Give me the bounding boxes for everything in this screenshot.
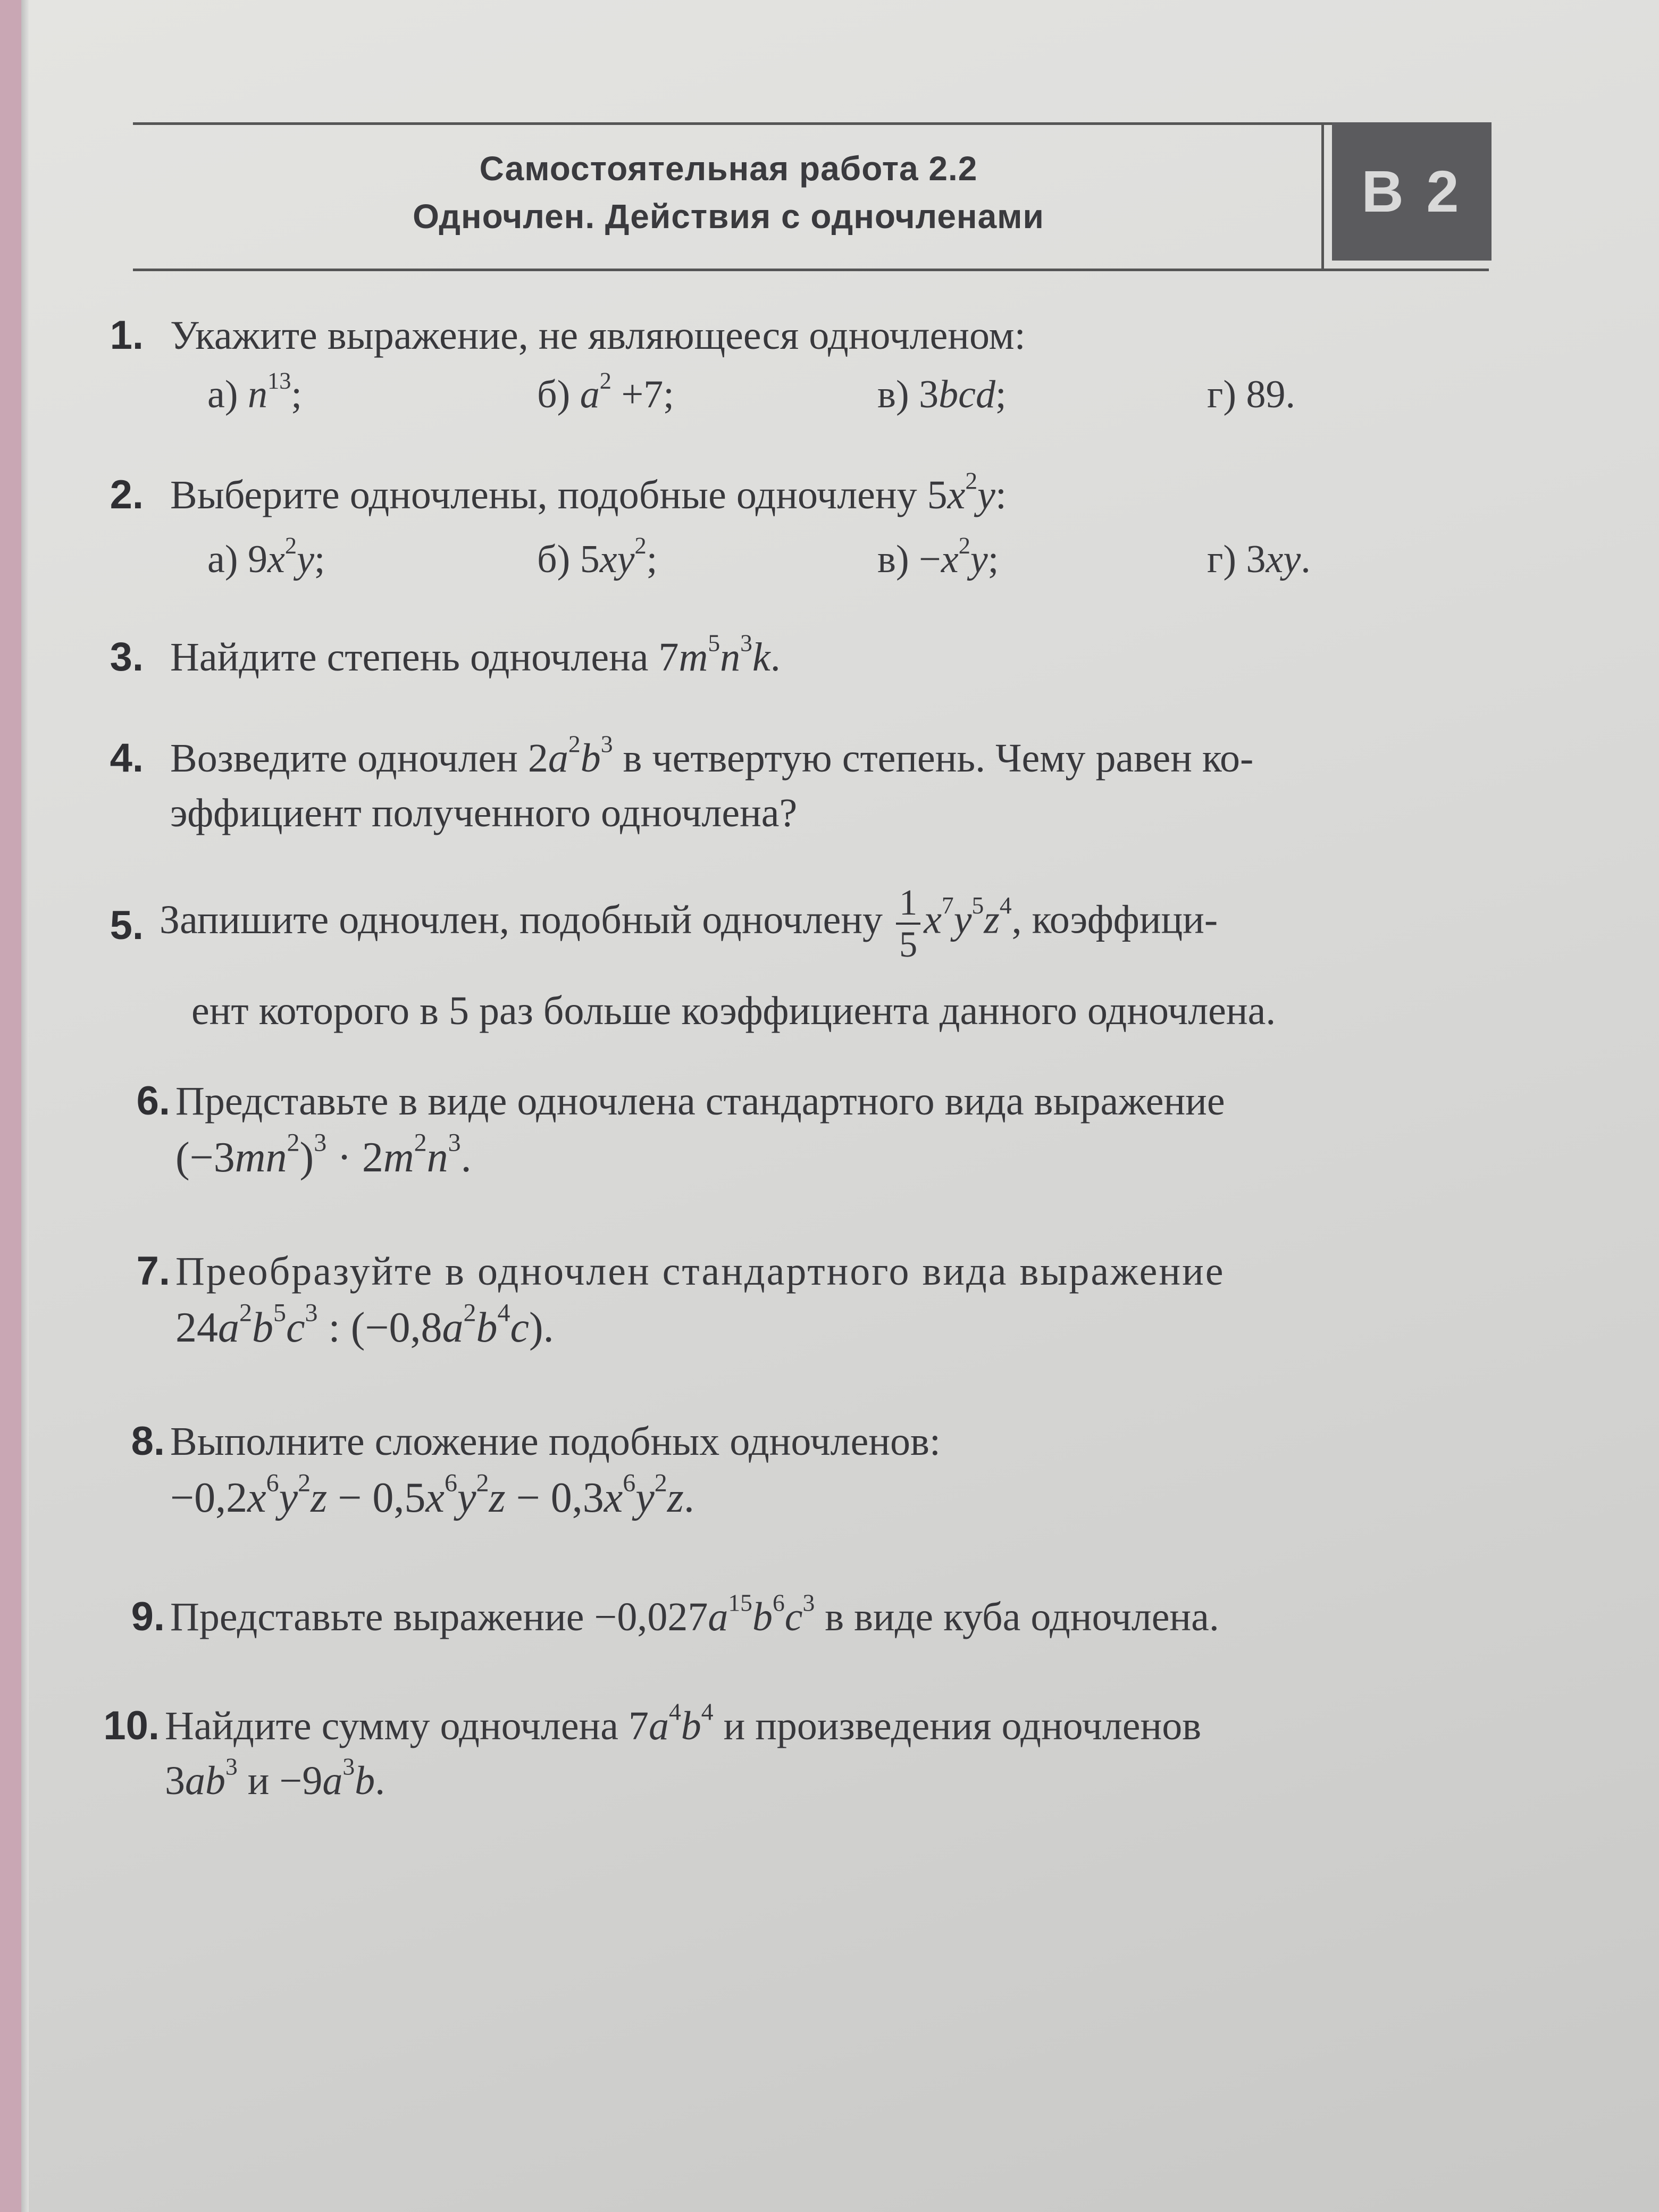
task-1-option-a: а) $n^{13}$; [207, 367, 302, 416]
task-text: ент которого в 5 раз больше коэффициента данного одночлена. [191, 988, 1276, 1033]
task-number: 1. [110, 313, 144, 358]
task-text: и произведения одночленов [723, 1704, 1202, 1748]
task-1-option-b: б) $a^2 +7$; [537, 367, 674, 416]
header-subtitle: Одночлен. Действия с одночленами [413, 197, 1044, 236]
task-2: 2. Выберите одночлены, подобные одночлену $5x^2y$: [149, 468, 1553, 523]
task-text: , коэффици- [1011, 897, 1218, 942]
page-edge [21, 0, 29, 2212]
variant-badge: В 2 [1332, 122, 1492, 261]
task-1-option-c: в) 3bcd; [877, 373, 1007, 416]
task-text: Запишите одночлен, подобный одночлену [160, 897, 883, 942]
task-4: 4. Возведите одночлен $2a^2b^3$ в четвертую степень. Чему равен ко- эффициент полученного одночлена? [149, 731, 1553, 840]
task-number: 5. [110, 903, 144, 948]
task-6: 6. Представьте в виде одночлена стандартного вида выражение $(-3mn^2)^3 \cdot 2m^2n^3$. [175, 1074, 1579, 1186]
task-2-option-c: $в) -x^2y$; [877, 532, 999, 581]
task-text: Укажите выражение, не являющееся одночленом: [170, 313, 1026, 358]
header-title-box [133, 125, 1324, 269]
option-label: в) [877, 373, 909, 416]
task-3: 3. Найдите степень одночлена $7m^5n^3k$. [149, 630, 1553, 685]
task-text: Выполните сложение подобных одночленов: [170, 1419, 941, 1464]
task-text: и [247, 1758, 270, 1803]
option-label: в) [877, 538, 909, 581]
header-title: Самостоятельная работа 2.2 [479, 149, 978, 188]
task-number: 10. [103, 1703, 160, 1748]
task-number: 8. [131, 1419, 165, 1464]
task-text: Преобразуйте в одночлен стандартного вида выражение [175, 1249, 1225, 1294]
task-text: Найдите степень одночлена [170, 635, 649, 680]
task-2-option-a: а) $9x^2y$; [207, 532, 325, 581]
fraction: $\frac{1}{5}$ [896, 883, 920, 965]
worksheet-header [133, 122, 1489, 271]
task-text: эффициент полученного одночлена? [170, 790, 798, 835]
task-2-option-b: б) $5xy^2$; [537, 532, 658, 581]
task-text: Выберите одночлены, подобные одночлену [170, 473, 917, 517]
task-5-continued [149, 984, 1553, 1038]
task-number: 4. [110, 735, 144, 781]
option-label: г) [1207, 373, 1236, 416]
task-9: 9. Представьте выражение $-0,027a^{15}b^6c^3$ в виде куба одночлена. [170, 1590, 1574, 1645]
task-number: 3. [110, 634, 144, 680]
task-1-option-d: г) 89. [1207, 373, 1295, 416]
task-text: Представьте выражение [170, 1595, 584, 1639]
task-text: Представьте в виде одночлена стандартного вида выражение [175, 1079, 1225, 1124]
task-number: 9. [131, 1594, 165, 1639]
task-5: 5. Запишите одночлен, подобный одночлену $\frac{1}{5}$ $x^7y^5z^4$, коэффици- [149, 883, 1553, 965]
task-text: Найдите сумму одночлена [165, 1704, 618, 1748]
task-1 [110, 308, 1553, 363]
option-label: а) [207, 538, 238, 581]
task-number: 6. [136, 1078, 170, 1124]
task-text: в виде куба одночлена. [825, 1595, 1219, 1639]
task-7: 7. Преобразуйте в одночлен стандартного вида выражение $24a^2b^5c^3$ : $(-0,8a^2b^4c)$. [175, 1244, 1579, 1356]
task-2-option-d: г) 3xy. [1207, 538, 1311, 581]
task-text: Возведите одночлен [170, 736, 518, 781]
option-label: б) [537, 538, 571, 581]
task-number: 7. [136, 1249, 170, 1294]
task-text: в четвертую степень. Чему равен ко- [623, 736, 1254, 781]
option-label: б) [537, 373, 571, 416]
task-10: 10. Найдите сумму одночлена $7a^4b^4$ и произведения одночленов $3ab^3$ $и -9a^3b$. [165, 1699, 1569, 1808]
task-8: 8. Выполните сложение подобных одночленов: $-0,2x^6y^2z - 0,5x^6y^2z - 0,3x^6y^2z$. [170, 1414, 1574, 1527]
option-label: г) [1207, 538, 1236, 581]
option-label: а) [207, 373, 238, 416]
task-number: 2. [110, 472, 144, 517]
